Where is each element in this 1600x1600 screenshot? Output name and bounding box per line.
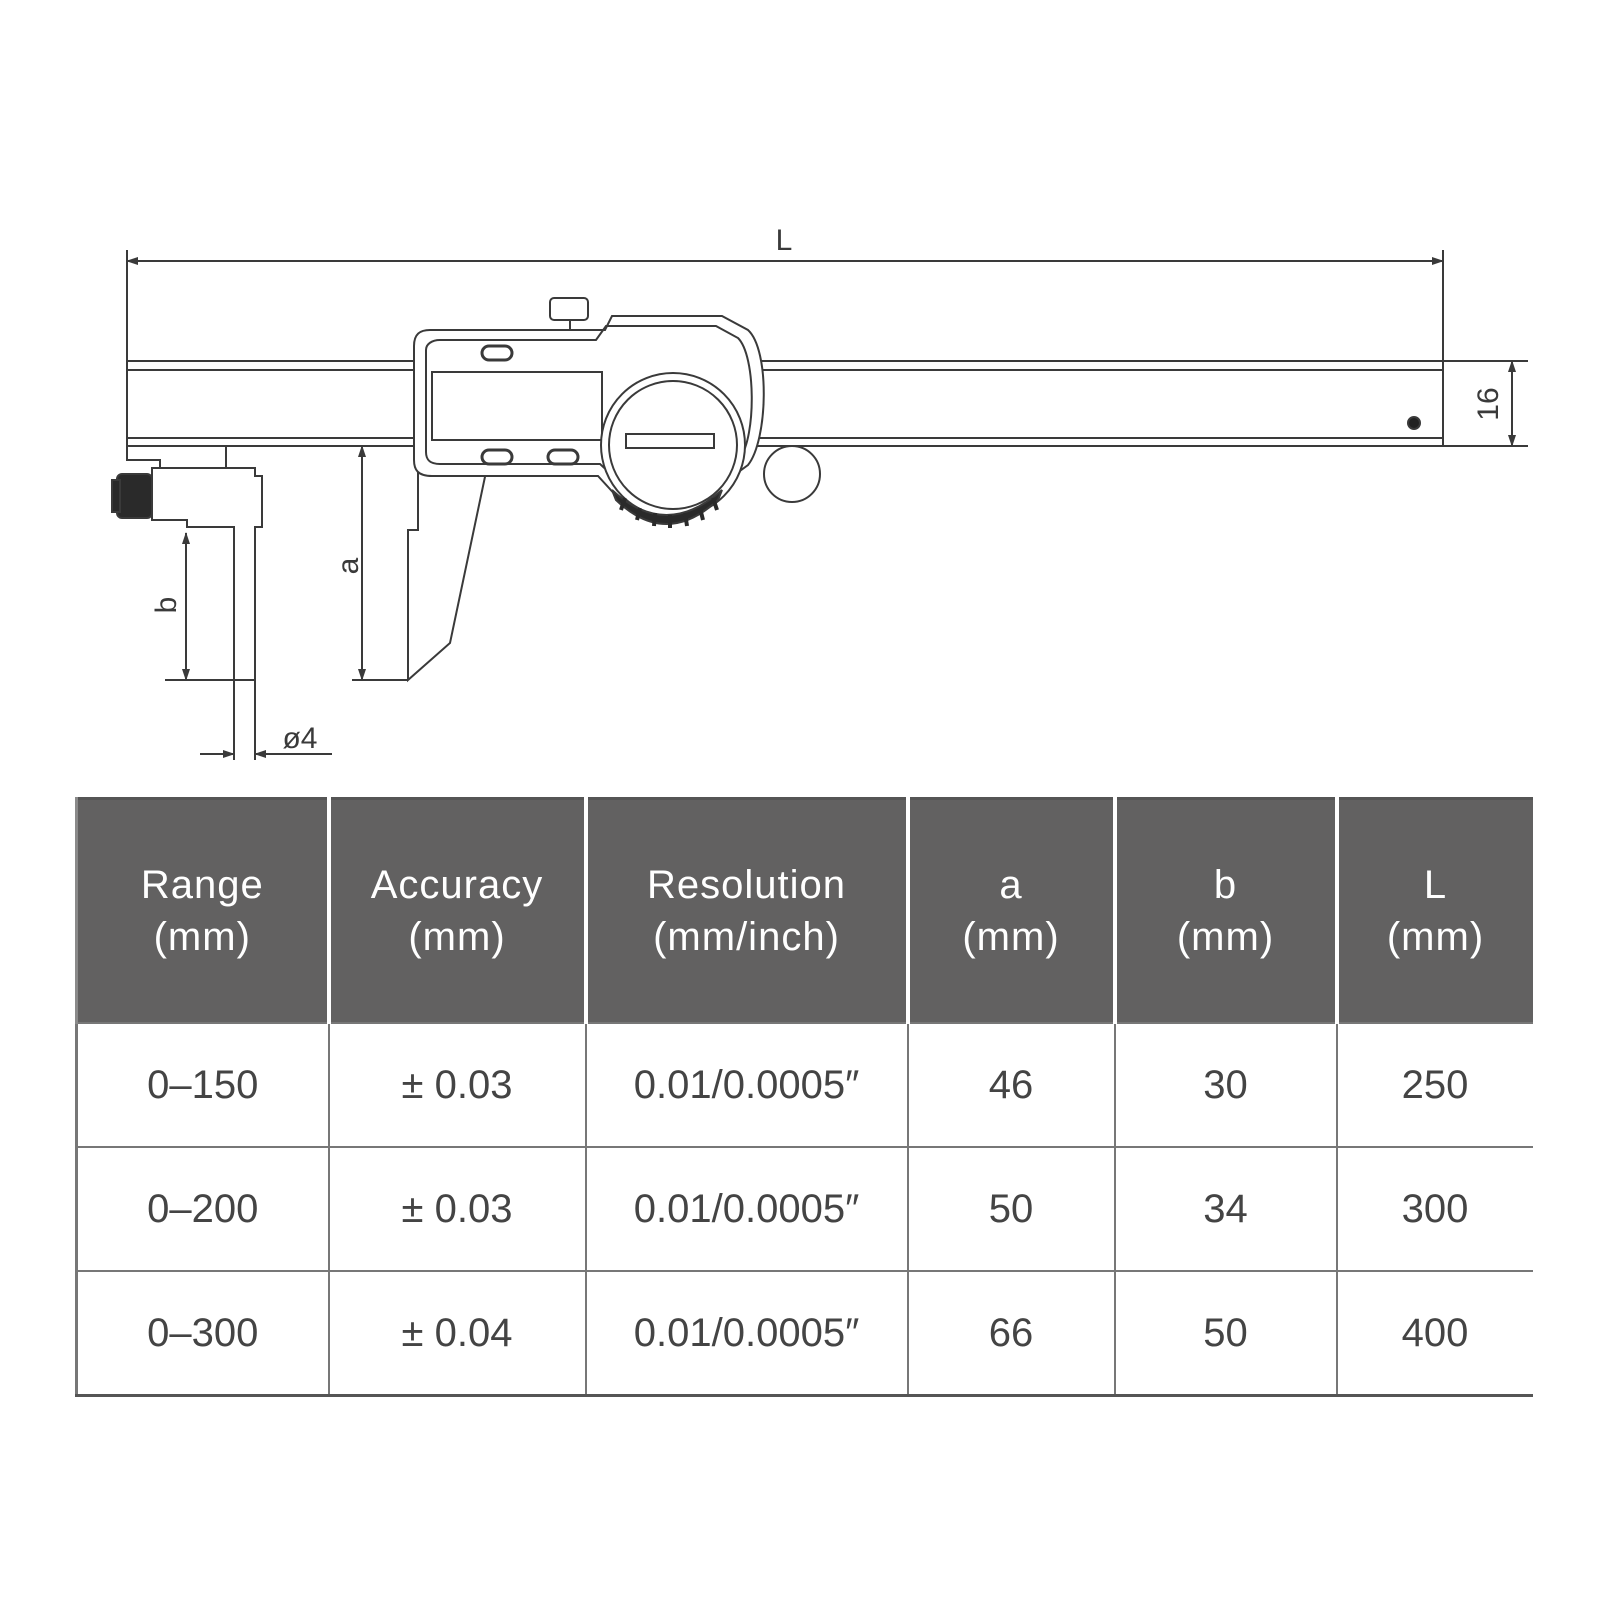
label-b: b	[150, 596, 183, 614]
header-b: b (mm)	[1115, 799, 1337, 1024]
table-row	[77, 1147, 1533, 1271]
table-row	[77, 1271, 1533, 1396]
label-a: a	[332, 557, 365, 575]
cell-resolution: 0.01/0.0005″	[586, 1023, 908, 1147]
lock-button	[550, 298, 588, 320]
table-row	[77, 1023, 1533, 1147]
table-header-row	[77, 799, 1533, 1024]
label-length: L	[775, 224, 793, 257]
thumb-roller	[764, 446, 820, 502]
header-accuracy: Accuracy (mm)	[329, 799, 586, 1024]
specification-table	[75, 797, 1533, 1397]
header-range: Range (mm)	[77, 799, 329, 1024]
cell-a: 50	[908, 1147, 1115, 1271]
cell-b: 34	[1115, 1147, 1337, 1271]
cell-a: 66	[908, 1271, 1115, 1396]
cell-l: 250	[1337, 1023, 1533, 1147]
cell-range: 0–150	[77, 1023, 329, 1147]
sliding-jaw	[408, 446, 486, 680]
caliper-beam	[127, 361, 1443, 446]
dial-outer	[601, 373, 745, 517]
cell-resolution: 0.01/0.0005″	[586, 1271, 908, 1396]
cell-b: 50	[1115, 1271, 1337, 1396]
header-resolution: Resolution (mm/inch)	[586, 799, 908, 1024]
cell-b: 30	[1115, 1023, 1337, 1147]
header-l: L (mm)	[1337, 799, 1533, 1024]
cell-l: 300	[1337, 1147, 1533, 1271]
header-a: a (mm)	[908, 799, 1115, 1024]
cell-accuracy: ± 0.04	[329, 1271, 586, 1396]
cell-resolution: 0.01/0.0005″	[586, 1147, 908, 1271]
cell-range: 0–200	[77, 1147, 329, 1271]
label-diameter: ø4	[282, 722, 318, 755]
cell-range: 0–300	[77, 1271, 329, 1396]
caliper-technical-drawing	[0, 0, 1600, 780]
locking-screw	[117, 474, 152, 518]
cell-accuracy: ± 0.03	[329, 1147, 586, 1271]
label-height: 16	[1472, 387, 1505, 421]
beam-hole	[1408, 417, 1420, 429]
cell-l: 400	[1337, 1271, 1533, 1396]
cell-accuracy: ± 0.03	[329, 1023, 586, 1147]
cell-a: 46	[908, 1023, 1115, 1147]
